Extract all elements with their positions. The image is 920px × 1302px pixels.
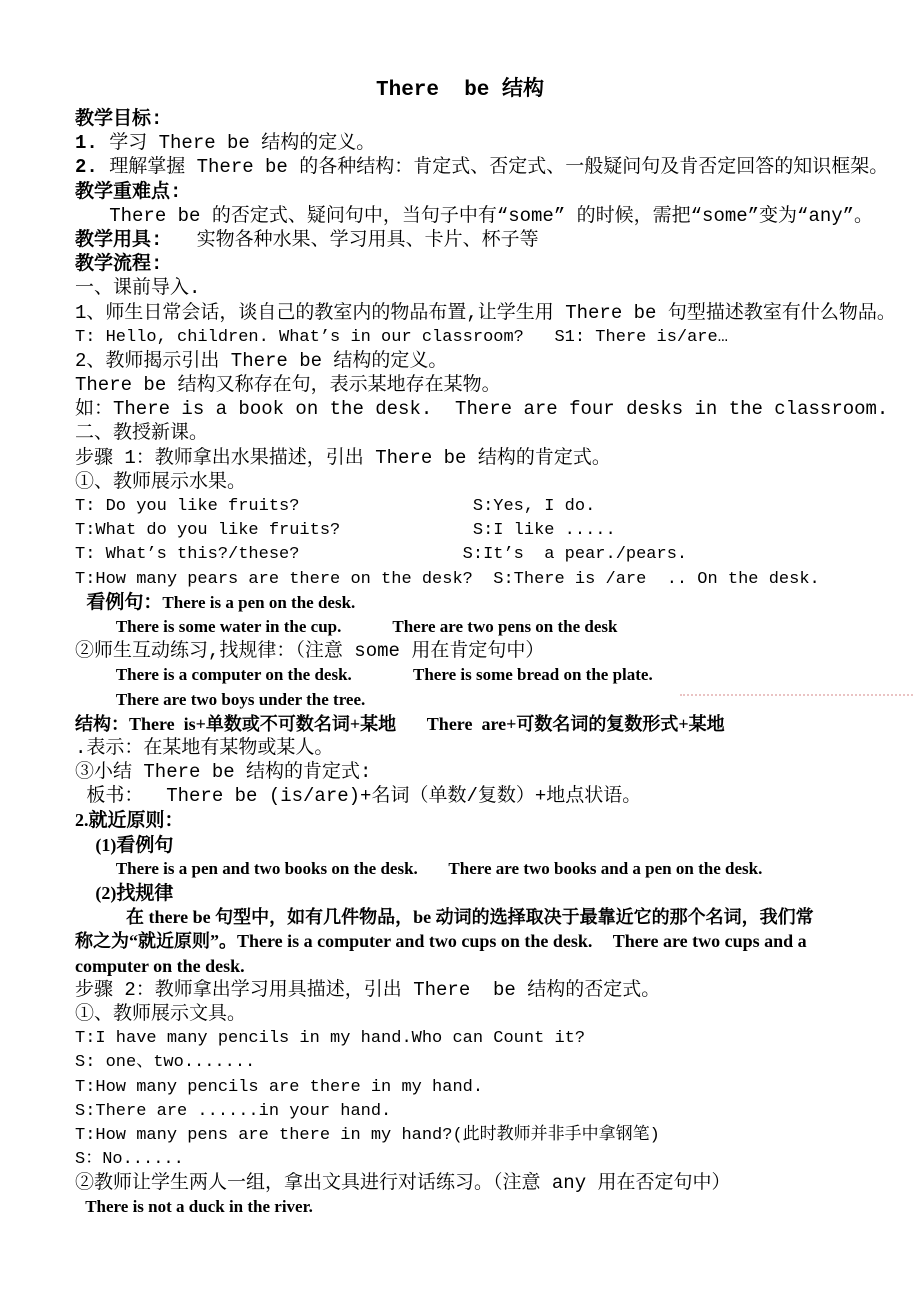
text-run: T: Do you like fruits? S:Yes, I do. — [75, 497, 596, 516]
text-line — [75, 1147, 915, 1171]
text-run: 教学用具: — [75, 228, 163, 251]
text-line — [75, 180, 915, 204]
text-run: There are+可数名词的复数形式+某地 — [426, 713, 725, 734]
document-title: There be 结构 — [375, 79, 545, 102]
text-run: .表示：在某地有某物或某人。 — [75, 736, 334, 759]
text-run — [75, 910, 126, 929]
text-run — [75, 692, 116, 711]
text-run — [396, 717, 427, 736]
text-line — [75, 905, 915, 929]
text-run: 板书： There be (is/are)+名词（单数/复数）+地点状语。 — [75, 785, 642, 808]
text-run: (2) — [95, 883, 117, 903]
text-run: T: Hello, children. What’s in our classroom? S1: There is/are… — [75, 327, 728, 347]
text-run: ①、教师展示水果。 — [75, 470, 247, 493]
text-run — [75, 838, 95, 857]
text-run: 结构：There is+单数或不可数名词+某地 — [75, 713, 397, 734]
text-line — [75, 736, 915, 760]
text-line — [75, 131, 915, 155]
text-line — [75, 446, 915, 470]
text-line — [75, 808, 915, 832]
text-line — [75, 373, 915, 397]
text-run: 1. — [75, 132, 98, 155]
text-run: computer on the desk. — [75, 955, 245, 976]
text-run — [418, 861, 449, 880]
text-run: 教学目标: — [75, 108, 163, 130]
text-line — [75, 929, 915, 953]
text-run: T:How many pens are there in my hand?(此时教师并非手中拿钢笔) — [75, 1125, 660, 1145]
text-line — [75, 252, 915, 276]
text-run — [352, 667, 413, 686]
text-line — [75, 107, 915, 131]
text-run: There is not a duck in the river. — [85, 1197, 313, 1217]
text-line — [75, 1123, 915, 1147]
text-run: S: one、two....... — [75, 1053, 256, 1073]
text-run: 步骤 1：教师拿出水果描述，引出 There be 结构的肯定式。 — [75, 446, 611, 469]
document-content — [0, 107, 920, 1220]
text-run: ③小结 There be 结构的肯定式: — [75, 761, 372, 784]
text-run: There are two boys under the tree. — [115, 689, 366, 709]
text-line — [75, 397, 915, 421]
text-line — [75, 155, 915, 179]
text-line — [75, 833, 915, 857]
text-run: 2、教师揭示引出 There be 结构的定义。 — [75, 349, 448, 372]
text-run: ②师生互动练习,找规律：（注意 some 用在肯定句中） — [75, 640, 545, 663]
text-line — [75, 204, 915, 228]
text-run — [75, 886, 95, 905]
text-run: ①、教师展示文具。 — [75, 1002, 247, 1025]
text-line — [75, 1026, 915, 1050]
text-line — [75, 615, 915, 639]
text-run: 2. — [75, 156, 98, 179]
text-run: 1、师生日常会话，谈自己的教室内的物品布置,让学生用 There be 句型描述教室有什么物品。 — [75, 301, 896, 324]
text-run: T:I have many pencils in my hand.Who can Count it? — [75, 1029, 586, 1049]
text-line — [75, 1171, 915, 1195]
text-run: 一、课前导入. — [75, 277, 201, 300]
text-line — [75, 301, 915, 325]
text-run: 找规律 — [116, 883, 174, 905]
text-line — [75, 276, 915, 300]
text-line — [75, 978, 915, 1002]
text-run: 步骤 2：教师拿出学习用具描述，引出 There be 结构的否定式。 — [75, 978, 661, 1001]
text-line — [75, 760, 915, 784]
text-run: There are two pens on the desk — [392, 616, 618, 636]
text-run: 教学流程: — [75, 253, 163, 276]
text-line — [75, 712, 915, 736]
text-run — [75, 592, 86, 614]
text-line — [75, 542, 915, 566]
text-run: T:What do you like fruits? S:I like ..... — [75, 521, 616, 541]
text-run: 理解掌握 There be 的各种结构：肯定式、否定式、一般疑问句及肯否定回答的知识框架。 — [97, 156, 889, 179]
text-run: 就近原则： — [88, 810, 184, 833]
text-run: T: What’s this?/these? S:It’s a pear./pears. — [75, 545, 688, 565]
dotted-divider — [680, 694, 913, 696]
text-line — [75, 470, 915, 494]
text-run: There is a pen and two books on the desk. — [115, 858, 418, 878]
text-run: 称之为“就近原则”。There is a computer and two cups on the desk. — [75, 931, 593, 952]
text-run: There be 的否定式、疑问句中，当句子中有“some” 的时候，需把“some”变为“any”。 — [75, 204, 874, 227]
text-run — [75, 1199, 85, 1218]
text-line — [75, 518, 915, 542]
text-run — [75, 619, 116, 638]
text-run: There are two books and a pen on the desk. — [448, 858, 763, 878]
text-run: There be 结构又称存在句，表示某地存在某物。 — [75, 374, 501, 397]
text-line — [75, 688, 915, 712]
text-line — [75, 663, 915, 687]
text-line — [75, 1050, 915, 1074]
text-line — [75, 784, 915, 808]
text-line — [75, 954, 915, 978]
text-run — [592, 934, 612, 953]
text-line — [75, 421, 915, 445]
text-run: T:How many pears are there on the desk? S:There is /are .. On the desk. — [75, 569, 820, 589]
text-line — [75, 325, 915, 349]
text-run: There is some water in the cup. — [115, 616, 342, 636]
text-run: 如：There is a book on the desk. There are four desks in the classroom. — [75, 398, 889, 421]
text-run: S：No...... — [75, 1150, 184, 1170]
text-line — [75, 591, 915, 615]
text-line — [75, 1099, 915, 1123]
text-line — [75, 1195, 915, 1219]
text-run: 实物各种水果、学习用具、卡片、杯子等 — [162, 228, 539, 251]
text-run: 二、教授新课。 — [75, 422, 209, 445]
text-run: 学习 There be 结构的定义。 — [97, 132, 376, 155]
text-run: (1) — [95, 834, 117, 855]
text-run: There is a computer on the desk. — [115, 665, 352, 685]
text-line — [75, 639, 915, 663]
text-line — [75, 1002, 915, 1026]
text-line — [75, 349, 915, 373]
text-run: There is a pen on the desk. — [162, 592, 356, 612]
text-line — [75, 881, 915, 905]
text-run — [341, 619, 392, 638]
text-run: 在 there be 句型中，如有几件物品，be 动词的选择取决于最靠近它的那个名词，我们常 — [126, 907, 814, 928]
text-run: ②教师让学生两人一组，拿出文具进行对话练习。（注意 any 用在否定句中） — [75, 1172, 731, 1195]
text-run: 2. — [75, 810, 89, 831]
text-line — [75, 494, 915, 518]
text-run: There is some bread on the plate. — [413, 665, 653, 685]
text-run: S:There are ......in your hand. — [75, 1101, 392, 1121]
text-line — [75, 857, 915, 881]
text-run: 教学重难点: — [75, 180, 182, 203]
text-line — [75, 1075, 915, 1099]
text-run: There are two cups and a — [612, 931, 807, 952]
text-run: 看例句 — [116, 834, 174, 857]
text-run — [75, 861, 116, 880]
text-line — [75, 567, 915, 591]
text-run: 看例句： — [86, 591, 163, 614]
text-run: T:How many pencils are there in my hand. — [75, 1077, 484, 1097]
text-line — [75, 228, 915, 252]
text-run — [75, 667, 116, 686]
